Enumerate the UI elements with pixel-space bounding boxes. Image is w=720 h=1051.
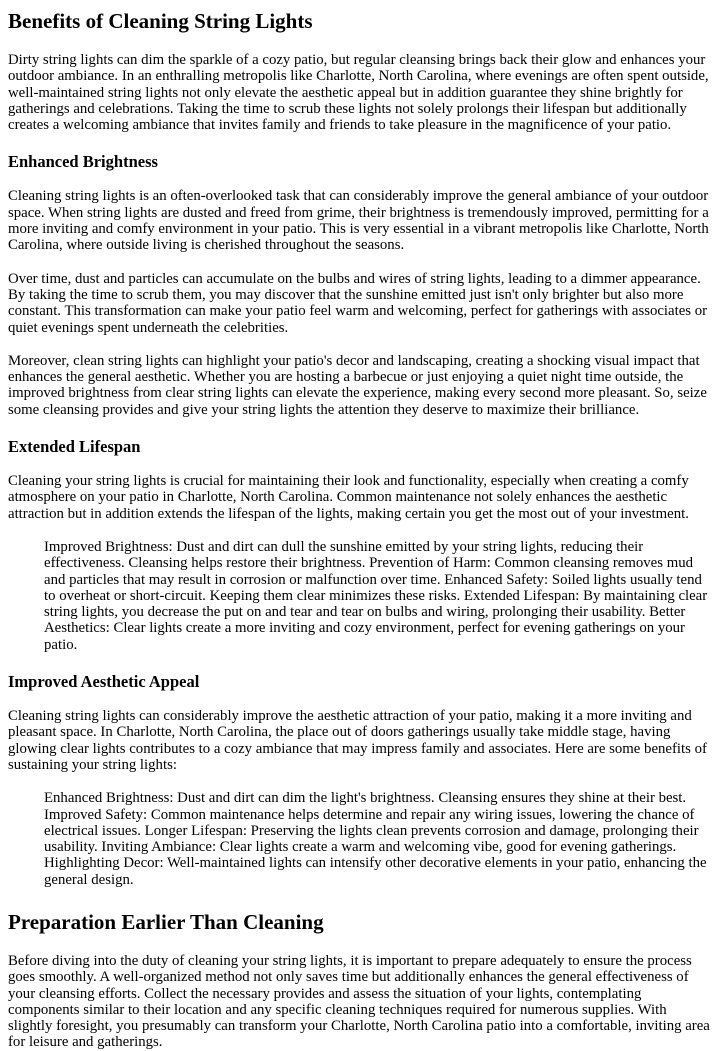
article: [0, 9, 720, 1051]
section-title-preparation: Preparation Earlier Than Cleaning: [8, 909, 324, 934]
section-title-benefits: Benefits of Cleaning String Lights: [8, 9, 313, 33]
benefits-list-quote: Improved Brightness: Dust and dirt can dull the sunshine emitted by your string lights, reducing their effectiveness. Cleansing helps restore their brightness. Prevention of Harm: Common cleansing removes mud and particles that may result in corrosion or malfunction over time. Enhanced Safety: Soiled lights usually tend to overheat or short-circuit. Keeping them clear minimizes these risks. Extended Lifespan: By maintaining clear string lights, you decrease the put on and tear and tear on bulbs and wiring, prolonging their usability. Better Aesthetics: Clear lights create a more inviting and cozy environment, perfect for evening gatherings on your patio.: [44, 538, 708, 653]
heading-extended-lifespan: Extended Lifespan: [8, 437, 141, 457]
paragraph: Cleaning your string lights is crucial for maintaining their look and functionality, especially when creating a comfy atmosphere on your patio in Charlotte, North Carolina. Common maintenance not solely enhances the aesthetic attraction but in addition extends the lifespan of the lights, making certain you get the most out of your investment.: [8, 473, 689, 522]
intro-paragraph: Dirty string lights can dim the sparkle of a cozy patio, but regular cleansing brings back their glow and enhances your outdoor ambiance. In an enthralling metropolis like Charlotte, North Carolina, where evenings are often spent outside, well-maintained string lights not only elevate the aesthetic appeal but in addition guarantee they shine brightly for gatherings and celebrations. Taking the time to scrub these lights not solely prolongs their lifespan but additionally creates a welcoming ambiance that invites family and friends to take pleasure in the magnificence of your patio.: [8, 52, 709, 134]
heading-enhanced-brightness: Enhanced Brightness: [8, 152, 158, 172]
paragraph: Before diving into the duty of cleaning your string lights, it is important to prepare adequately to ensure the process goes smoothly. A well-organized method not only saves time but additionally enhances the general effectiveness of your cleansing efforts. Collect the necessary provides and assess the situation of your lights, contemplating components similar to their location and any specific cleaning techniques required for numerous supplies. With slightly foresight, you presumably can transform your Charlotte, North Carolina patio into a comfortable, inviting area for leisure and gatherings.: [8, 952, 710, 1051]
heading-aesthetic-appeal: Improved Aesthetic Appeal: [8, 672, 200, 692]
benefits-list-quote: Enhanced Brightness: Dust and dirt can dim the light's brightness. Cleansing ensures they shine at their best. Improved Safety: Common maintenance helps determine and repair any wiring issues, lowering the chance of electrical issues. Longer Lifespan: Preserving the lights clean prevents corrosion and damage, prolonging their usability. Inviting Ambiance: Clear lights create a warm and welcoming vibe, good for evening gatherings. Highlighting Decor: Well-maintained lights can intensify other decorative elements in your patio, enhancing the general design.: [44, 790, 707, 888]
paragraph: Moreover, clean string lights can highlight your patio's decor and landscaping, creating a shocking visual impact that enhances the general aesthetic. Whether you are hosting a barbecue or just enjoying a quiet night time outside, the improved brightness from clear string lights can elevate the experience, making every second more pleasant. So, seize some cleansing provides and give your string lights the attention they deserve to maximize their brilliance.: [8, 352, 707, 418]
paragraph: Cleaning string lights is an often-overlooked task that can considerably improve the general ambiance of your outdoor space. When string lights are dusted and freed from grime, their brightness is tremendously improved, permitting for a more inviting and comfy environment in your patio. This is very essential in a vibrant metropolis like Charlotte, North Carolina, where outside living is cherished throughout the seasons.: [8, 188, 709, 254]
paragraph: Over time, dust and particles can accumulate on the bulbs and wires of string lights, leading to a dimmer appearance. By taking the time to scrub them, you may discover that the sunshine emitted just isn't only brighter but also more constant. This transformation can make your patio feel warm and welcoming, perfect for gatherings with associates or quiet evenings spent underneath the celebrities.: [8, 270, 708, 336]
paragraph: Cleaning string lights can considerably improve the aesthetic attraction of your patio, making it a more inviting and pleasant space. In Charlotte, North Carolina, the place out of doors gatherings usually take middle stage, having glowing clear lights contributes to a cozy ambiance that may impress family and associates. Here are some benefits of sustaining your string lights:: [8, 708, 707, 773]
